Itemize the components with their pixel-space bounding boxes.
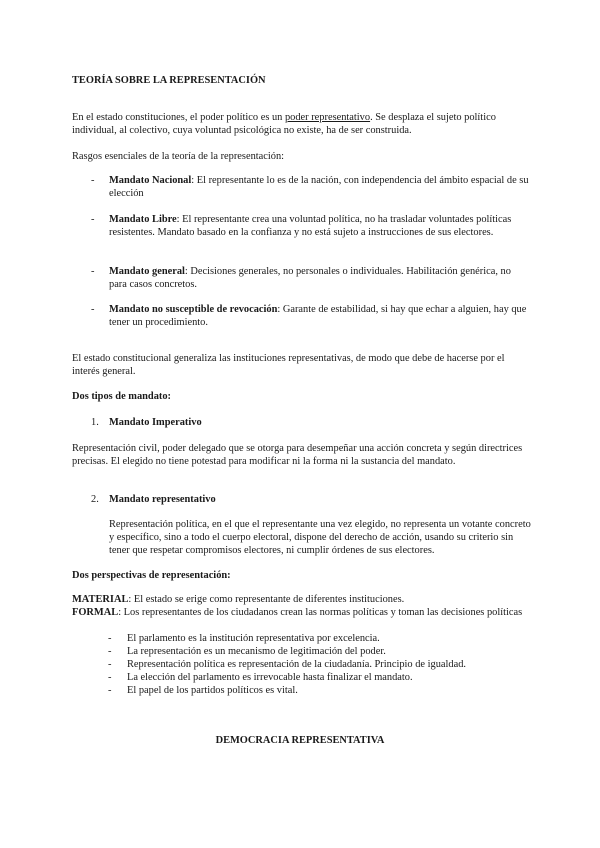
list-item-term: Mandato Libre <box>109 214 177 225</box>
list-dash: - <box>108 685 112 696</box>
tipo1-paragraph: Representación civil, poder delegado que se otorga para desempeñar una acción concreta y según directrices precisas. El elegido no tiene potestad para modificar ni la forma ni la sustancia del mandato. <box>72 443 523 467</box>
section-title: DEMOCRACIA REPRESENTATIVA <box>215 735 385 746</box>
list-dash: - <box>91 214 95 225</box>
list-item <box>109 213 529 239</box>
page-title: TEORÍA SOBRE LA REPRESENTACIÓN <box>72 75 266 86</box>
list-item <box>109 174 529 200</box>
list-number: 2. <box>91 494 99 505</box>
intro-paragraph <box>72 111 532 137</box>
formal-text: : Los representantes de los ciudadanos crean las normas políticas y toman las decisiones políticas <box>118 607 523 618</box>
list-item: La representación es un mecanismo de legitimación del poder. <box>127 646 386 657</box>
generaliza-paragraph: El estado constitucional generaliza las instituciones representativas, de modo que debe de hacerse por el interés general. <box>72 353 505 377</box>
list-item-term: Mandato no susceptible de revocación <box>109 304 278 315</box>
perspectivas-heading: Dos perspectivas de representación: <box>72 570 231 581</box>
list-item-term: Mandato general <box>109 266 185 277</box>
intro-pre: En el estado constituciones, el poder político es un <box>72 112 285 123</box>
list-dash: - <box>108 672 112 683</box>
list-item: El papel de los partidos políticos es vital. <box>127 685 298 696</box>
list-dash: - <box>91 304 95 315</box>
list-item <box>109 265 529 291</box>
tipo2-paragraph: Representación política, en el que el representante una vez elegido, no representa un votante concreto y específico, sino a todo el cuerpo electoral, dispone del derecho de acción, usando su criterio sin tener que respetar compromisos electores, ni cumplir órdenes de sus electores. <box>109 519 531 556</box>
material-line <box>72 593 532 606</box>
intro-post: . Se desplaza el sujeto político individual, al colectivo, cuya voluntad psicológica no existe, ha de ser construida. <box>72 112 496 136</box>
list-item: La elección del parlamento es irrevocable hasta finalizar el mandato. <box>127 672 413 683</box>
tipo2-label: Mandato representativo <box>109 494 216 505</box>
list-item: El parlamento es la institución representativa por excelencia. <box>127 633 380 644</box>
list-item-term: Mandato Nacional <box>109 175 192 186</box>
list-item-text: : El representante crea una voluntad política, no ha trasladar voluntades políticas resistentes. Mandato basado en la confianza y no está sujeto a instrucciones de sus electores. <box>109 214 512 238</box>
material-text: : El estado se erige como representante de diferentes instituciones. <box>128 594 405 605</box>
list-dash: - <box>108 646 112 657</box>
list-item-text: : Decisiones generales, no personales o individuales. Habilitación genérica, no para casos concretos. <box>109 266 511 290</box>
list-item-text: : El representante lo es de la nación, con independencia del ámbito espacial de su elección <box>109 175 529 199</box>
formal-line <box>72 606 532 619</box>
intro-link-term: poder representativo <box>284 112 371 123</box>
list-dash: - <box>91 266 95 277</box>
list-number: 1. <box>91 417 99 428</box>
list-dash: - <box>91 175 95 186</box>
list-item-text: : Garante de estabilidad, si hay que echar a alguien, hay que tener un procedimiento. <box>109 304 527 328</box>
material-term: MATERIAL <box>72 594 129 605</box>
list-item: Representación política es representación de la ciudadanía. Principio de igualdad. <box>127 659 467 670</box>
rasgos-heading: Rasgos esenciales de la teoría de la representación: <box>72 151 285 162</box>
formal-term: FORMAL <box>72 607 119 618</box>
list-dash: - <box>108 659 112 670</box>
list-item <box>109 303 529 329</box>
list-dash: - <box>108 633 112 644</box>
tipo1-label: Mandato Imperativo <box>109 417 202 428</box>
tipos-heading: Dos tipos de mandato: <box>72 391 172 402</box>
